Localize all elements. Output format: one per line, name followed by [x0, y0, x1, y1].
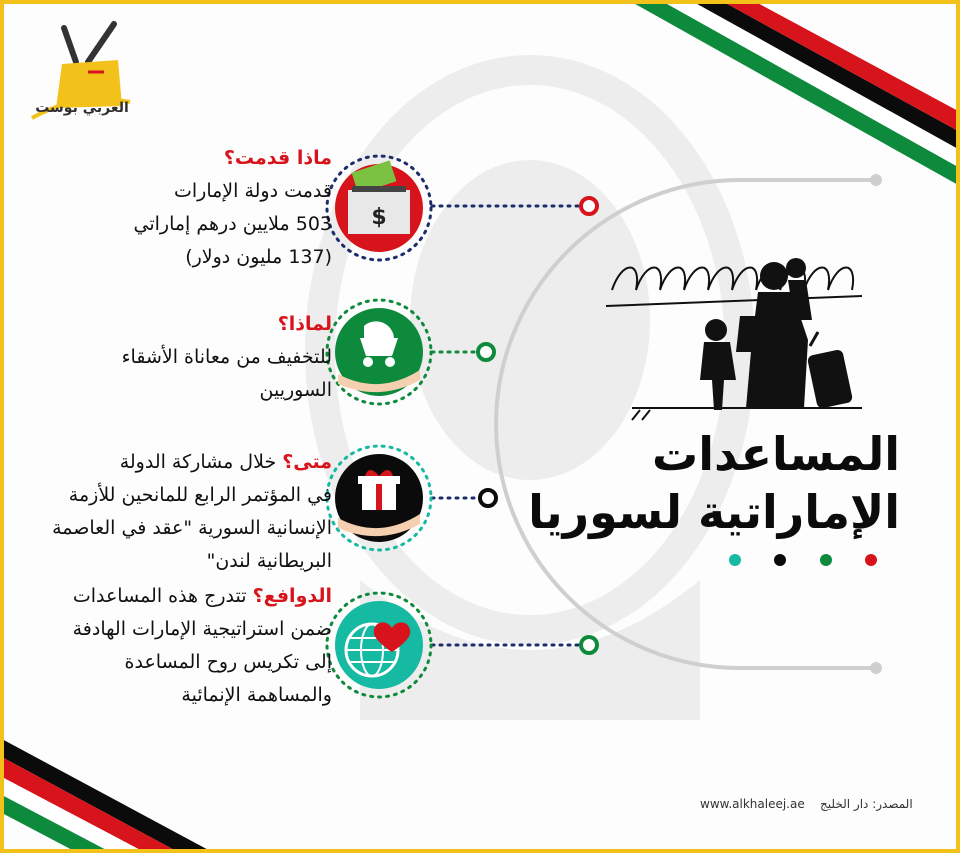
section-question: لماذا؟ [277, 313, 332, 335]
dot-teal [729, 554, 741, 566]
logo-text: العربي بوست [35, 100, 129, 116]
dot-black [774, 554, 786, 566]
barbed-wire [606, 268, 862, 307]
globe-heart-icon [327, 593, 431, 697]
marker-ring-3 [480, 490, 496, 506]
arc-end-dot-bottom [870, 662, 882, 674]
section-line: (137 مليون دولار) [185, 246, 332, 268]
section-what [2, 142, 332, 274]
money-box-icon [327, 156, 431, 260]
marker-ring-2 [478, 344, 494, 360]
section-question: ماذا قدمت؟ [223, 147, 332, 169]
dot-red [865, 554, 877, 566]
section-line: البريطانية لندن" [206, 550, 332, 572]
section-question: الدوافع؟ [252, 585, 332, 607]
section-line: ضمن استراتيجية الإمارات الهادفة [72, 618, 332, 640]
page-title [528, 425, 900, 541]
section-line: للتخفيف من معاناة الأشقاء [121, 346, 332, 368]
source-label: المصدر: دار الخليج [820, 797, 913, 811]
section-line: السوريين [259, 379, 332, 401]
section-line: إلى تكريس روح المساعدة [124, 651, 332, 673]
dot-green [820, 554, 832, 566]
marker-ring-1 [581, 198, 597, 214]
title-line-1: المساعدات [652, 427, 900, 481]
timeline-arc [496, 180, 876, 668]
section-line: في المؤتمر الرابع للمانحين للأزمة [68, 484, 332, 506]
section-motives [2, 580, 332, 712]
section-when [2, 446, 332, 578]
arc-end-dot-top [870, 174, 882, 186]
section-line: والمساهمة الإنمائية [181, 684, 332, 706]
section-line: 503 ملايين درهم إماراتي [133, 213, 332, 235]
section-line: قدمت دولة الإمارات [173, 180, 332, 202]
section-line: الإنسانية السورية "عقد في العاصمة [52, 517, 332, 539]
marker-ring-4 [581, 637, 597, 653]
title-line-2: الإماراتية لسوريا [528, 485, 900, 539]
svg-text:$: $ [371, 205, 387, 230]
source-url[interactable]: www.alkhaleej.ae [700, 797, 805, 811]
section-line: تتدرج هذه المساعدات [72, 585, 247, 607]
stroller-hand-icon [327, 300, 431, 404]
refugee-silhouette [632, 258, 862, 420]
gift-hand-icon [327, 446, 431, 550]
section-question: متى؟ [282, 451, 332, 473]
section-line: خلال مشاركة الدولة [119, 451, 277, 473]
section-why [2, 308, 332, 407]
source-credit [700, 797, 913, 811]
